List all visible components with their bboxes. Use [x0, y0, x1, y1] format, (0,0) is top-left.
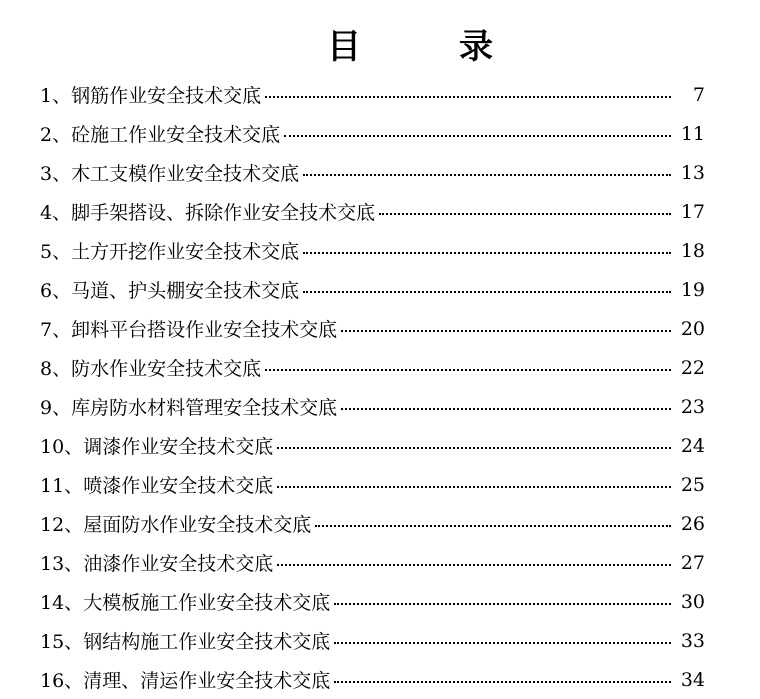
toc-entry-page: 27 — [680, 551, 705, 574]
table-of-contents — [40, 75, 705, 699]
toc-entry-page: 25 — [680, 473, 705, 496]
toc-entry-title: 卸料平台搭设作业安全技术交底 — [71, 319, 338, 341]
toc-entry-title: 清理、清运作业安全技术交底 — [83, 670, 331, 692]
toc-entry-page: 30 — [680, 590, 705, 613]
toc-entry-page: 24 — [680, 434, 705, 457]
dot-leader — [303, 291, 671, 293]
toc-entry[interactable] — [40, 114, 705, 153]
toc-entry[interactable] — [40, 231, 705, 270]
toc-entry[interactable] — [40, 426, 705, 465]
toc-entry-title: 屋面防水作业安全技术交底 — [83, 514, 312, 536]
toc-entry-number: 7、 — [40, 319, 72, 341]
toc-entry-title: 脚手架搭设、拆除作业安全技术交底 — [71, 202, 376, 224]
toc-entry-title: 喷漆作业安全技术交底 — [83, 475, 274, 497]
dot-leader — [277, 486, 671, 488]
toc-entry[interactable] — [40, 153, 705, 192]
toc-entry-number: 12、 — [40, 514, 84, 536]
dot-leader — [277, 447, 671, 449]
toc-entry-page: 17 — [680, 200, 705, 223]
toc-entry[interactable] — [40, 75, 705, 114]
dot-leader — [334, 681, 671, 683]
toc-entry-page: 34 — [680, 668, 705, 691]
toc-entry-page: 20 — [680, 317, 705, 340]
toc-entry-title: 马道、护头棚安全技术交底 — [71, 280, 300, 302]
title-char-2: 录 — [459, 27, 493, 67]
toc-entry-page: 26 — [680, 512, 705, 535]
page-title — [0, 22, 760, 72]
dot-leader — [265, 369, 671, 371]
toc-entry-number: 3、 — [40, 163, 72, 185]
toc-entry-title: 土方开挖作业安全技术交底 — [71, 241, 300, 263]
toc-entry-number: 11、 — [40, 475, 84, 497]
dot-leader — [341, 408, 671, 410]
toc-entry[interactable] — [40, 582, 705, 621]
toc-entry-page: 19 — [680, 278, 705, 301]
toc-entry-title: 调漆作业安全技术交底 — [83, 436, 274, 458]
toc-entry-number: 4、 — [40, 202, 72, 224]
toc-entry-number: 14、 — [40, 592, 84, 614]
toc-entry-number: 10、 — [40, 436, 84, 458]
toc-entry[interactable] — [40, 504, 705, 543]
toc-entry-title: 钢结构施工作业安全技术交底 — [83, 631, 331, 653]
toc-entry-number: 13、 — [40, 553, 84, 575]
toc-entry-page: 22 — [680, 356, 705, 379]
dot-leader — [334, 642, 671, 644]
toc-entry-title: 防水作业安全技术交底 — [71, 358, 262, 380]
toc-entry-page: 7 — [692, 83, 705, 106]
toc-entry-title: 钢筋作业安全技术交底 — [71, 85, 262, 107]
toc-entry[interactable] — [40, 387, 705, 426]
toc-entry[interactable] — [40, 309, 705, 348]
toc-entry-number: 6、 — [40, 280, 72, 302]
toc-entry[interactable] — [40, 348, 705, 387]
dot-leader — [315, 525, 671, 527]
toc-entry-page: 33 — [680, 629, 705, 652]
toc-entry[interactable] — [40, 192, 705, 231]
dot-leader — [379, 213, 671, 215]
dot-leader — [284, 135, 671, 137]
toc-entry-page: 11 — [680, 122, 705, 145]
toc-entry-title: 库房防水材料管理安全技术交底 — [71, 397, 338, 419]
toc-entry-number: 15、 — [40, 631, 84, 653]
toc-entry[interactable] — [40, 465, 705, 504]
toc-entry[interactable] — [40, 543, 705, 582]
toc-entry-number: 8、 — [40, 358, 72, 380]
dot-leader — [277, 564, 671, 566]
toc-entry-number: 5、 — [40, 241, 72, 263]
toc-entry-page: 13 — [680, 161, 705, 184]
toc-entry[interactable] — [40, 621, 705, 660]
toc-entry-title: 油漆作业安全技术交底 — [83, 553, 274, 575]
toc-entry-title: 大模板施工作业安全技术交底 — [83, 592, 331, 614]
toc-entry-title: 砼施工作业安全技术交底 — [71, 124, 281, 146]
toc-entry-title: 木工支模作业安全技术交底 — [71, 163, 300, 185]
dot-leader — [303, 252, 671, 254]
dot-leader — [334, 603, 671, 605]
dot-leader — [303, 174, 671, 176]
toc-entry[interactable] — [40, 270, 705, 309]
title-char-1: 目 — [327, 27, 361, 67]
toc-entry-page: 23 — [680, 395, 705, 418]
toc-entry-number: 2、 — [40, 124, 72, 146]
toc-entry-number: 9、 — [40, 397, 72, 419]
toc-entry-number: 1、 — [40, 85, 72, 107]
toc-entry-page: 18 — [680, 239, 705, 262]
toc-entry-number: 16、 — [40, 670, 84, 692]
dot-leader — [265, 96, 671, 98]
toc-entry[interactable] — [40, 660, 705, 699]
dot-leader — [341, 330, 671, 332]
